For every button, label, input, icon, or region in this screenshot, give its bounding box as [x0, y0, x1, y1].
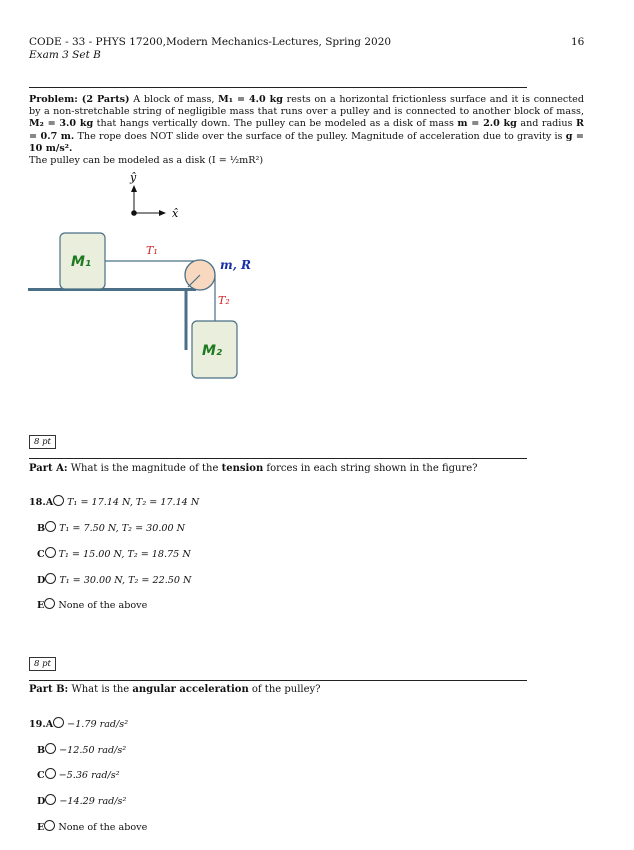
option-19a[interactable]	[29, 717, 128, 730]
option-18e[interactable]	[37, 598, 147, 611]
option-letter: A	[45, 497, 54, 508]
option-letter: E	[37, 822, 45, 833]
part-a-label: Part A:	[29, 463, 68, 474]
part-b-question-text: of the pulley?	[251, 684, 321, 695]
option-text: −5.36 rad/s²	[58, 770, 120, 781]
page-number: 16	[571, 36, 585, 48]
y-axis-label: ŷ	[130, 171, 137, 184]
question-number: 19.	[29, 719, 46, 730]
option-text: None of the above	[58, 822, 148, 833]
problem-heading: Problem: (2 Parts)	[29, 94, 130, 105]
problem-text: rests on a horizontal frictionless surface and it is connected by a non-stretchable string of negligible mass that runs over a pulley and is connected to another block of mass,	[29, 94, 584, 118]
tension-t1-label: T₁	[146, 244, 158, 257]
tension-t2-label: T₂	[218, 294, 230, 307]
problem-statement	[29, 94, 584, 167]
option-18d[interactable]	[37, 573, 191, 586]
option-text: −12.50 rad/s²	[59, 745, 127, 756]
problem-text: A block of mass,	[133, 94, 215, 105]
question-number: 18.	[29, 497, 46, 508]
option-text: −1.79 rad/s²	[67, 719, 129, 730]
option-letter: C	[37, 549, 45, 560]
part-a-question-text: forces in each string shown in the figure?	[266, 463, 478, 474]
option-18c[interactable]	[37, 547, 191, 560]
coordinate-axes	[129, 171, 179, 220]
option-letter: C	[37, 770, 45, 781]
radio-circle-icon[interactable]	[53, 495, 64, 506]
part-a-points: 8 pt	[29, 435, 56, 449]
radio-circle-icon[interactable]	[45, 794, 56, 805]
inertia-text: The pulley can be modeled as a disk (I = ½mR²)	[29, 155, 264, 167]
y-axis-arrowhead	[131, 185, 137, 192]
pulley-label: m, R	[220, 258, 252, 272]
block-m2-label: M₂	[202, 343, 223, 359]
problem-top-rule	[29, 87, 527, 88]
option-text: T₁ = 7.50 N, T₂ = 30.00 N	[59, 523, 186, 534]
m2-value: M₂ = 3.0 kg	[29, 118, 94, 130]
option-text: T₁ = 15.00 N, T₂ = 18.75 N	[58, 549, 191, 560]
problem-text: that hangs vertically down. The pulley can be modeled as a disk of mass	[96, 118, 454, 130]
option-text: T₁ = 30.00 N, T₂ = 22.50 N	[59, 575, 192, 586]
option-18b[interactable]	[37, 521, 185, 534]
part-b-label: Part B:	[29, 684, 69, 695]
radio-circle-icon[interactable]	[45, 521, 56, 532]
option-19e[interactable]	[37, 820, 147, 833]
option-letter: A	[45, 719, 54, 730]
option-19d[interactable]	[37, 794, 126, 807]
header-exam-line: Exam 3 Set B	[29, 49, 101, 61]
option-text: −14.29 rad/s²	[59, 796, 127, 807]
option-18a[interactable]	[29, 495, 199, 508]
m1-value: M₁ = 4.0 kg	[218, 94, 283, 105]
option-letter: D	[37, 796, 46, 807]
pulley-mass-value: m = 2.0 kg	[457, 118, 517, 130]
problem-text: and radius	[520, 118, 573, 130]
radio-circle-icon[interactable]	[44, 598, 55, 609]
option-text: T₁ = 17.14 N, T₂ = 17.14 N	[67, 497, 200, 508]
radio-circle-icon[interactable]	[45, 768, 56, 779]
radio-circle-icon[interactable]	[44, 820, 55, 831]
origin-dot	[131, 210, 137, 216]
x-axis-arrowhead	[159, 210, 166, 216]
part-a-rule	[29, 458, 527, 459]
part-a-question	[29, 463, 478, 474]
option-letter: B	[37, 523, 46, 534]
option-letter: E	[37, 600, 45, 611]
part-b-question-keyword: angular acceleration	[132, 684, 249, 695]
part-a-question-text: What is the magnitude of the	[70, 463, 219, 474]
pulley-diagram	[0, 160, 634, 390]
part-b-question-text: What is the	[71, 684, 130, 695]
radius-value: R = 0.7 m.	[29, 118, 584, 142]
radio-circle-icon[interactable]	[53, 717, 64, 728]
part-b-question	[29, 684, 321, 695]
problem-text: The rope does NOT slide over the surface of the pulley. Magnitude of acceleration due to gravity is	[77, 130, 563, 142]
option-letter: B	[37, 745, 46, 756]
part-a-question-keyword: tension	[221, 463, 264, 474]
part-b-points: 8 pt	[29, 657, 56, 671]
radio-circle-icon[interactable]	[45, 573, 56, 584]
gravity-value: g = 10 m/s².	[29, 130, 584, 154]
part-b-rule	[29, 680, 527, 681]
option-19b[interactable]	[37, 743, 126, 756]
x-axis-label: x̂	[172, 207, 179, 220]
radio-circle-icon[interactable]	[45, 547, 56, 558]
radio-circle-icon[interactable]	[45, 743, 56, 754]
option-19c[interactable]	[37, 768, 120, 781]
option-text: None of the above	[58, 600, 148, 611]
block-m1-label: M₁	[71, 254, 92, 270]
header-code-line: CODE - 33 - PHYS 17200,Modern Mechanics-Lectures, Spring 2020	[29, 36, 392, 48]
option-letter: D	[37, 575, 46, 586]
